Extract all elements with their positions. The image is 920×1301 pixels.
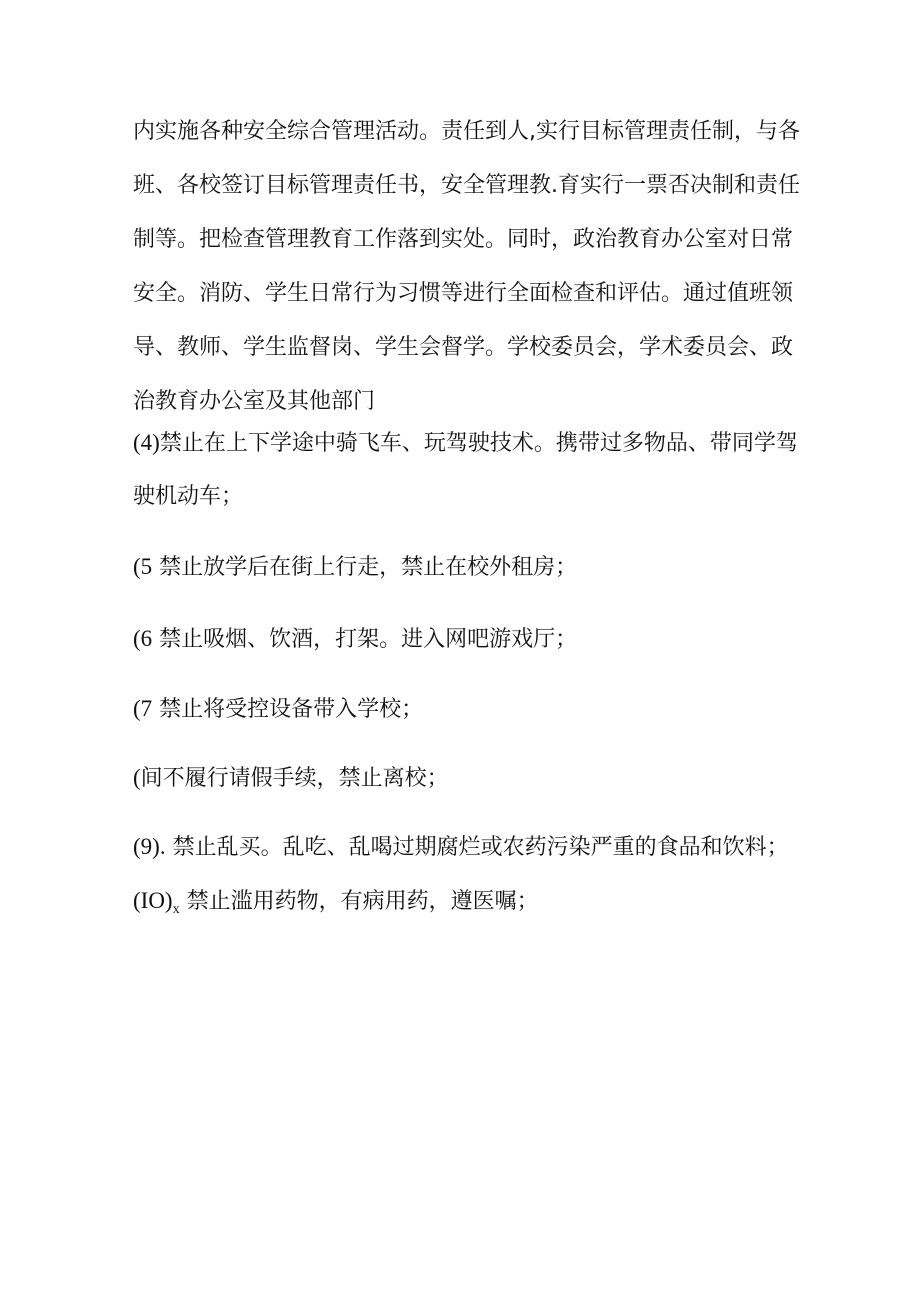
intro-paragraph (133, 105, 798, 429)
rule-item-9-text: 禁止乱买。乱吃、乱喝过期腐烂或农药污染严重的食品和饮料； (165, 835, 789, 860)
rule-item-6-number: (6 (133, 626, 153, 651)
rule-item-8-text: 间不履行请假手续，禁止离校； (140, 766, 449, 791)
rule-item-7-number: (7 (133, 696, 153, 721)
rule-item-9 (133, 820, 798, 875)
rule-item-4-line (133, 416, 798, 470)
rule-item-5 (133, 540, 798, 595)
intro-line: 制等。把检查管理教育工作落到实处。同时，政治教育办公室对日常 (133, 227, 794, 252)
rule-item-5-number: (5 (133, 554, 153, 579)
rule-item-4-line: 驶机动车； (133, 484, 244, 509)
rule-item-8 (133, 751, 798, 806)
intro-line: 安全。消防、学生日常行为习惯等进行全面检查和评估。通过值班领 (133, 281, 794, 306)
rule-item-10-subscript: x (172, 902, 180, 917)
rule-item-6-text: 禁止吸烟、饮酒，打架。进入网吧游戏厅； (152, 627, 578, 652)
rule-item-10 (133, 874, 798, 937)
intro-line: 导、教师、学生监督岗、学生会督学。学校委员会，学术委员会、政 (133, 335, 794, 360)
rule-item-10-text: 禁止滥用药物，有病用药，遵医嘱； (179, 889, 539, 914)
rule-item-10-number: (IO) (133, 888, 173, 913)
rule-item-7 (133, 682, 798, 737)
rule-item-4-text: 禁止在上下学途中骑飞车、玩驾驶技术。携带过多物品、带同学驾 (159, 431, 798, 456)
rule-item-4 (133, 416, 798, 524)
rule-item-6 (133, 612, 798, 667)
rule-item-5-text: 禁止放学后在街上行走，禁止在校外租房； (152, 555, 578, 580)
intro-line: 内实施各种安全综合管理活动。责任到人,实行目标管理责任制，与各 (133, 119, 800, 144)
rule-item-4-number: (4) (133, 430, 160, 455)
rule-item-7-text: 禁止将受控设备带入学校； (152, 697, 424, 722)
intro-line: 班、各校签订目标管理责任书，安全管理教.育实行一票否决制和责任 (133, 173, 800, 198)
intro-line: 治教育办公室及其他部门 (133, 389, 376, 414)
rule-item-9-number: (9). (133, 834, 166, 859)
rule-item-8-number: ( (133, 765, 141, 790)
